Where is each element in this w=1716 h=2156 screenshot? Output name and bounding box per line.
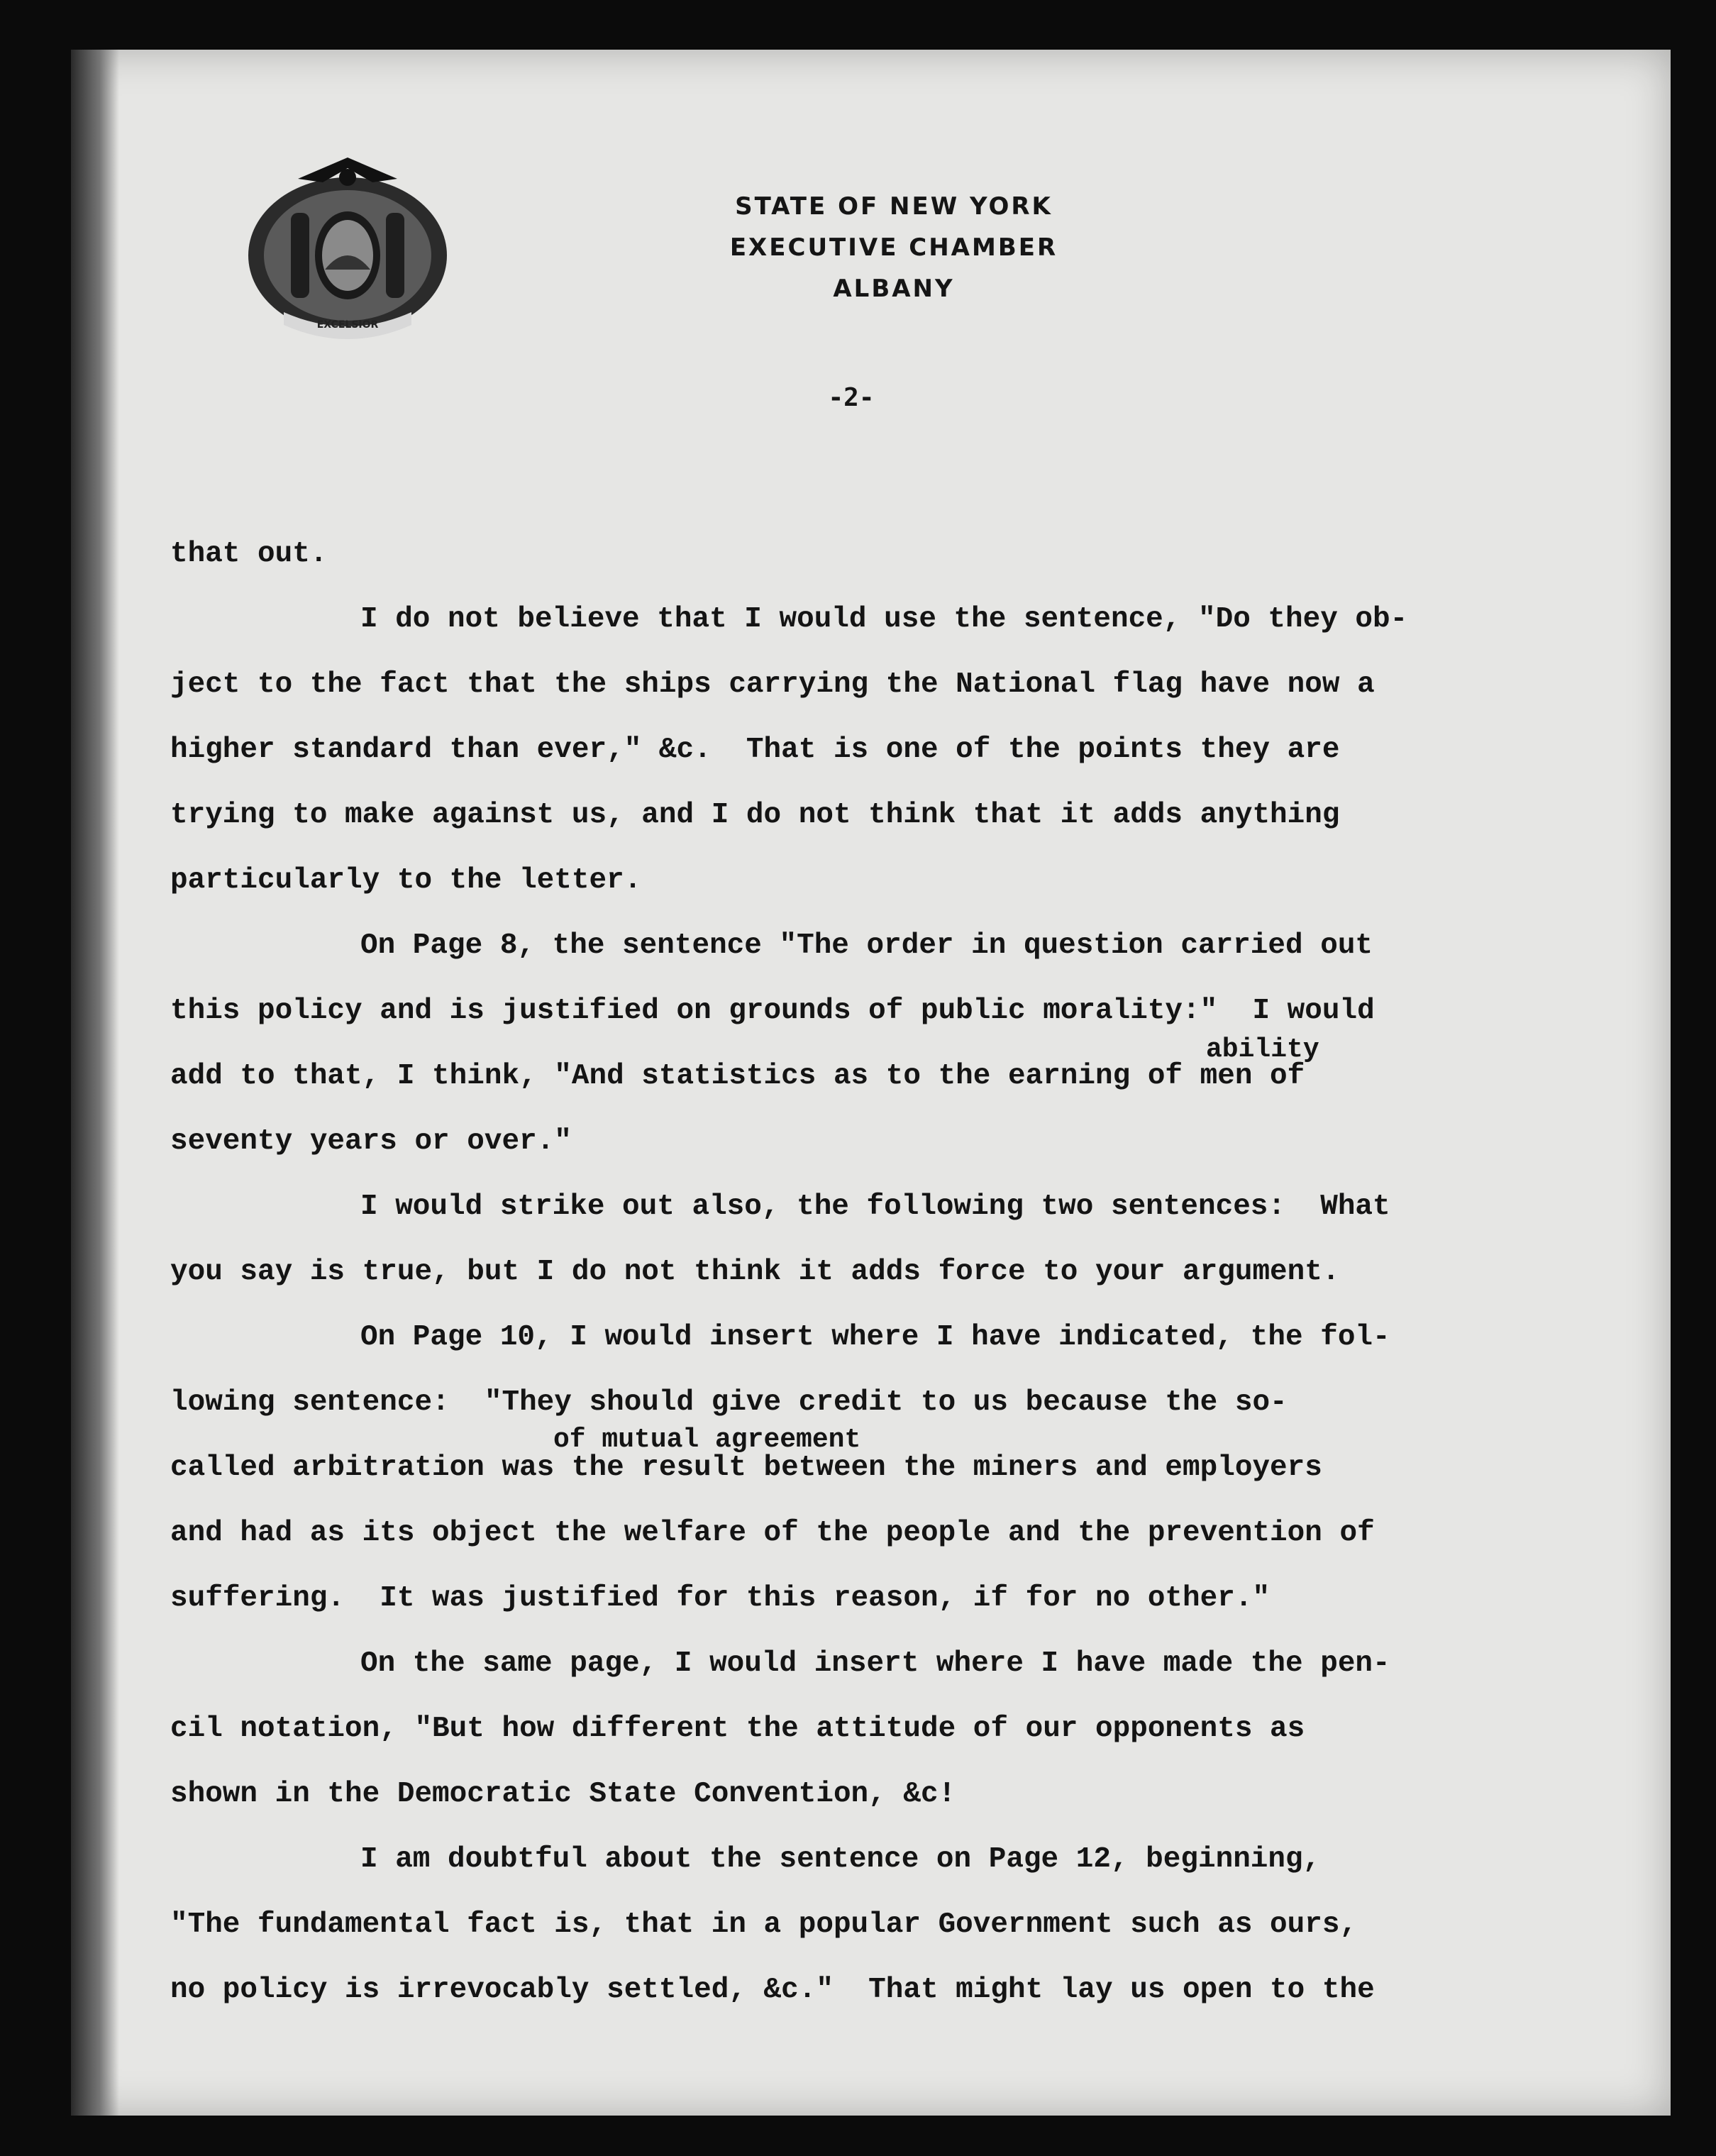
- body-line: seventy years or over.": [170, 1125, 572, 1158]
- body-line: suffering. It was justified for this reason, if for no other.": [170, 1582, 1271, 1615]
- body-line: ject to the fact that the ships carrying the National flag have now a: [170, 668, 1375, 701]
- body-line: and had as its object the welfare of the people and the prevention of: [170, 1517, 1375, 1549]
- body-line: no policy is irrevocably settled, &c." That might lay us open to the: [170, 1974, 1375, 2006]
- body-line: that out.: [170, 538, 328, 570]
- body-line: On Page 10, I would insert where I have indicated, the fol-: [360, 1321, 1390, 1354]
- page-number: -2-: [828, 383, 875, 412]
- body-line: I do not believe that I would use the sentence, "Do they ob-: [360, 603, 1408, 636]
- body-line: trying to make against us, and I do not think that it adds anything: [170, 799, 1340, 831]
- new-york-state-seal-icon: [241, 149, 454, 348]
- seal-motto: EXCELSIOR: [316, 319, 379, 331]
- body-line: On Page 8, the sentence "The order in question carried out: [360, 929, 1373, 962]
- body-line: cil notation, "But how different the attitude of our opponents as: [170, 1713, 1305, 1745]
- body-line: add to that, I think, "And statistics as to the earning of men of: [170, 1060, 1305, 1093]
- letterhead-city: ALBANY: [833, 275, 955, 303]
- page-edge-shadow: [71, 50, 119, 2116]
- body-line: lowing sentence: "They should give credit to us because the so-: [170, 1386, 1288, 1419]
- body-line: this policy and is justified on grounds of public morality:" I would: [170, 995, 1375, 1027]
- body-line: "The fundamental fact is, that in a popular Government such as ours,: [170, 1908, 1358, 1941]
- interlinear-insertion: of mutual agreement: [553, 1425, 861, 1455]
- body-line: particularly to the letter.: [170, 864, 642, 897]
- body-line: higher standard than ever," &c. That is one of the points they are: [170, 734, 1340, 766]
- letterhead-chamber: EXECUTIVE CHAMBER: [729, 233, 1058, 262]
- body-line: shown in the Democratic State Convention, &c!: [170, 1778, 956, 1811]
- body-line: On the same page, I would insert where I have made the pen-: [360, 1647, 1390, 1680]
- body-line: called arbitration was the result between the miners and employers: [170, 1452, 1322, 1484]
- letterhead: [674, 186, 1114, 309]
- letter-body: [170, 536, 1518, 2037]
- body-line: you say is true, but I do not think it adds force to your argument.: [170, 1256, 1340, 1288]
- body-line: I would strike out also, the following two sentences: What: [360, 1190, 1390, 1223]
- interlinear-insertion: ability: [1206, 1034, 1319, 1065]
- body-line: I am doubtful about the sentence on Page 12, beginning,: [360, 1843, 1321, 1876]
- letterhead-state: STATE OF NEW YORK: [735, 192, 1053, 221]
